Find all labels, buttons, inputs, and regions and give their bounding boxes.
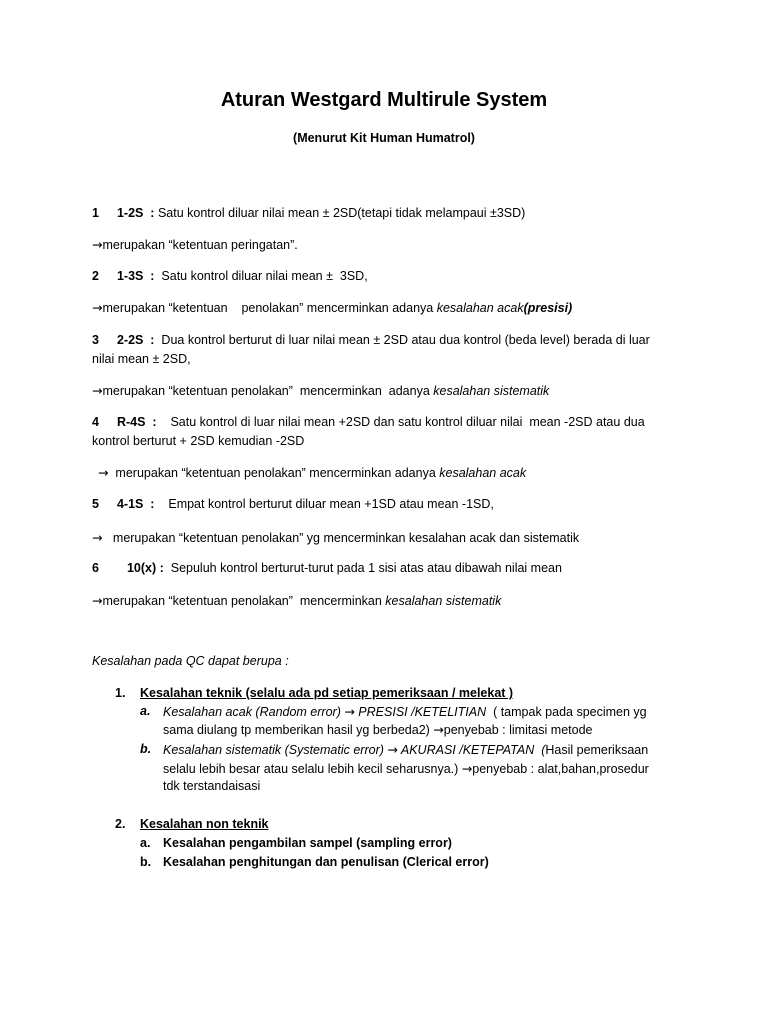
arrow-icon: →: [461, 761, 473, 776]
rule-code: 10(x): [126, 561, 157, 575]
error-emphasis: AKURASI /KETEPATAN (: [397, 743, 546, 757]
page-subtitle: (Menurut Kit Human Humatrol): [293, 131, 475, 145]
rule-description: Sepuluh kontrol berturut-turut pada 1 sisi atas atau dibawah nilai mean: [163, 561, 562, 575]
rule-number: 2: [92, 269, 99, 283]
errors-heading: Kesalahan pada QC dapat berupa :: [92, 654, 289, 668]
arrow-icon: →: [92, 593, 103, 608]
error-note: sama diulang tp memberikan hasil yg berbeda2): [163, 723, 434, 737]
rule-colon: :: [143, 497, 155, 511]
rule-colon: :: [143, 269, 155, 283]
rule-code: 2-2S: [116, 333, 144, 347]
arrow-icon: →: [433, 722, 444, 737]
rule-3-result: [92, 383, 549, 398]
error-item-1-number: 1.: [115, 686, 126, 700]
rule-1-result: [92, 237, 298, 252]
arrow-icon: →: [98, 465, 109, 480]
rule-description: Empat kontrol berturut diluar mean +1SD atau mean -1SD,: [154, 497, 494, 511]
error-item-1a-letter: a.: [140, 704, 151, 718]
rule-code: 1-2S: [116, 206, 144, 220]
error-item-1b-line-2: [163, 761, 649, 776]
rule-description: Dua kontrol berturut di luar nilai mean ± 2SD atau dua kontrol (beda level) berada di luar: [154, 333, 650, 347]
rule-2-result: [92, 300, 572, 315]
rule-4-result: [98, 465, 526, 480]
rule-description: Satu kontrol diluar nilai mean ± 2SD(tetapi tidak melampaui ±3SD): [154, 206, 526, 220]
rule-description: Satu kontrol diluar nilai mean ± 3SD,: [154, 269, 368, 283]
rule-number: 4: [92, 415, 99, 429]
rule-result-text: merupakan “ketentuan penolakan” mencerminkan adanya: [102, 301, 437, 315]
arrow-icon: →: [92, 530, 103, 545]
rule-number: 3: [92, 333, 99, 347]
error-item-2a-text: Kesalahan pengambilan sampel (sampling error): [163, 836, 452, 850]
rule-result-text: merupakan “ketentuan penolakan” mencerminkan adanya: [108, 466, 440, 480]
rule-colon: :: [145, 415, 157, 429]
arrow-icon: →: [92, 300, 103, 315]
rule-1-line: [92, 206, 525, 220]
rule-number: 1: [92, 206, 99, 220]
error-item-1a-line: [163, 704, 647, 719]
rule-result-text: merupakan “ketentuan penolakan” yg mencerminkan kesalahan acak dan sistematik: [102, 531, 580, 545]
rule-6-line: [92, 561, 562, 575]
rule-code: 4-1S: [116, 497, 144, 511]
error-item-2-title: Kesalahan non teknik: [140, 817, 269, 831]
error-cause: penyebab : limitasi metode: [443, 723, 593, 737]
rule-4-line-2: kontrol berturut + 2SD kemudian -2SD: [92, 434, 305, 448]
rule-result-text: merupakan “ketentuan penolakan” mencerminkan: [102, 594, 386, 608]
rule-result-emphasis: kesalahan acak: [436, 301, 524, 315]
arrow-icon: →: [387, 742, 398, 757]
error-item-2b-letter: b.: [140, 855, 152, 869]
rule-3-line-2: nilai mean ± 2SD,: [92, 352, 191, 366]
error-item-1b-letter: b.: [140, 742, 152, 756]
rule-result-emphasis: kesalahan sistematik: [385, 594, 502, 608]
rule-description: Satu kontrol di luar nilai mean +2SD dan satu kontrol diluar nilai mean -2SD atau dua: [156, 415, 645, 429]
error-item-2b-text: Kesalahan penghitungan dan penulisan (Clerical error): [163, 855, 489, 869]
error-item-2a-letter: a.: [140, 836, 151, 850]
error-note: ( tampak pada specimen yg: [486, 705, 647, 719]
page-title: Aturan Westgard Multirule System: [220, 89, 548, 111]
rule-5-result: [92, 530, 579, 545]
rule-3-line: [92, 333, 650, 347]
rule-result-text: merupakan “ketentuan peringatan”.: [102, 238, 298, 252]
error-item-1-title: Kesalahan teknik (selalu ada pd setiap pemeriksaan / melekat ): [140, 686, 514, 700]
rule-code: 1-3S: [116, 269, 144, 283]
rule-colon: :: [143, 333, 155, 347]
error-item-1b-line: [163, 742, 648, 757]
rule-5-line: [92, 497, 494, 511]
rule-colon: :: [143, 206, 155, 220]
rule-number: 5: [92, 497, 99, 511]
rule-result-emphasis: kesalahan sistematik: [433, 384, 550, 398]
rule-2-line: [92, 269, 368, 283]
arrow-icon: →: [92, 237, 103, 252]
error-item-1b-line-3: tdk terstandaisasi: [163, 779, 261, 793]
error-name: Kesalahan acak (Random error): [163, 705, 345, 719]
error-emphasis: PRESISI /KETELITIAN: [354, 705, 487, 719]
rule-result-emphasis: kesalahan acak: [439, 466, 527, 480]
error-note: Hasil pemeriksaan: [545, 743, 649, 757]
arrow-icon: →: [344, 704, 355, 719]
rule-6-result: [92, 593, 501, 608]
rule-4-line: [92, 415, 645, 429]
rule-code: R-4S: [116, 415, 146, 429]
error-cause: penyebab : alat,bahan,prosedur: [472, 762, 649, 776]
error-name: Kesalahan sistematik (Systematic error): [163, 743, 388, 757]
rule-colon: :: [156, 561, 164, 575]
error-item-2-number: 2.: [115, 817, 126, 831]
error-item-1a-line-2: [163, 722, 592, 737]
error-note: selalu lebih besar atau selalu lebih kecil seharusnya.): [163, 762, 462, 776]
rule-number: 6: [92, 561, 99, 575]
rule-result-text: merupakan “ketentuan penolakan” mencerminkan adanya: [102, 384, 434, 398]
rule-result-emphasis-bold: (presisi): [523, 301, 573, 315]
arrow-icon: →: [92, 383, 103, 398]
